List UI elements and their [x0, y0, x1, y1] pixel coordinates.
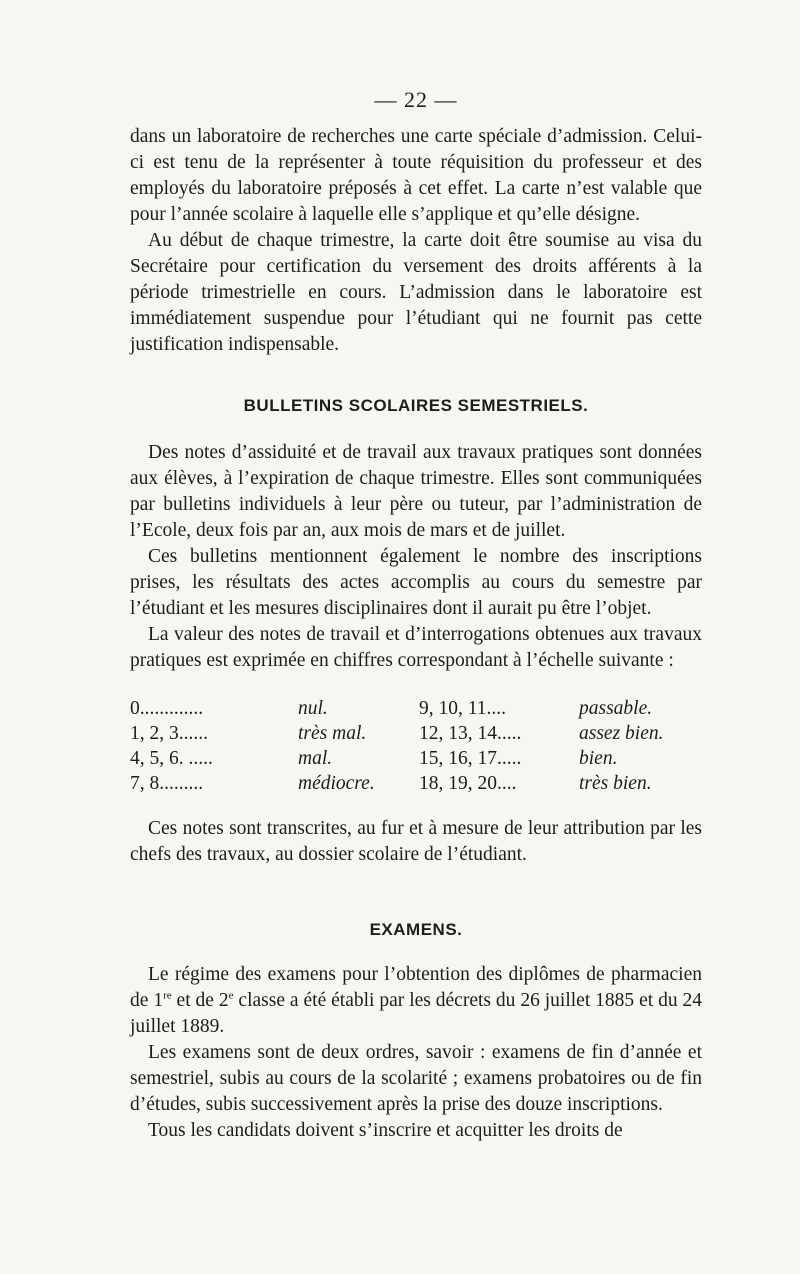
- paragraph-carte: dans un laboratoire de recherches une carte spéciale d’admission. Celui-ci est tenu de la représenter à toute réquisition du professeur et des employés du laboratoire préposés à cet effet. La carte n’est valable que pour l’année scolaire à laquelle elle s’applique et qu’elle désigne.: [130, 126, 702, 225]
- scale-label-right: bien.: [579, 748, 618, 769]
- scale-row: [130, 746, 702, 771]
- scale-label-right: passable.: [579, 698, 653, 719]
- grading-scale: [130, 696, 702, 796]
- scale-notes-left: 4, 5, 6. .....: [130, 748, 213, 769]
- scale-label-left: nul.: [298, 698, 328, 719]
- heading-bulletins: BULLETINS SCOLAIRES SEMESTRIELS.: [243, 396, 589, 415]
- scale-notes-right: 15, 16, 17.....: [419, 748, 522, 769]
- regime-sup-1: re: [163, 989, 172, 1002]
- regime-sup-2: e: [228, 989, 234, 1002]
- paragraph-trimestre: Au début de chaque trimestre, la carte doit être soumise au visa du Secrétaire pour certification du versement des droits afférents à la période trimestrielle en cours. L’admission dans le laboratoire est immédiatement suspendue pour l’étudiant qui ne fournit pas cette justification indispensable.: [130, 230, 702, 355]
- page-number: — 22 —: [374, 87, 458, 112]
- paragraph-regime: [130, 962, 702, 1040]
- scale-label-left: très mal.: [298, 723, 367, 744]
- paragraph-candidats: Tous les candidats doivent s’inscrire et acquitter les droits de: [148, 1120, 623, 1141]
- paragraph-valeur: La valeur des notes de travail et d’interrogations obtenues aux travaux pratiques est exprimée en chiffres correspondant à l’échelle suivante :: [130, 624, 702, 671]
- scale-row: [130, 696, 702, 721]
- scale-label-right: très bien.: [579, 773, 652, 794]
- paragraph-ordres: Les examens sont de deux ordres, savoir : examens de fin d’année et semestriel, subis au cours de la scolarité ; examens probatoires ou de fin d’études, subis successivement après la prise des douze inscriptions.: [130, 1042, 702, 1115]
- paragraph-bulletins: Ces bulletins mentionnent également le nombre des inscriptions prises, les résultats des actes accomplis au cours du semestre par l’étudiant et les mesures disciplinaires dont il aurait pu être l’objet.: [130, 546, 702, 619]
- scale-row: [130, 721, 702, 746]
- regime-text-c: classe a été établi par les décrets du 26 juillet 1885 et du 24 juillet 1889.: [130, 990, 702, 1037]
- scale-label-right: assez bien.: [579, 723, 664, 744]
- scale-label-left: mal.: [298, 748, 333, 769]
- scale-notes-right: 18, 19, 20....: [419, 773, 517, 794]
- scale-row: [130, 771, 702, 796]
- scale-notes-left: 0.............: [130, 698, 204, 719]
- scale-notes-right: 9, 10, 11....: [419, 698, 507, 719]
- paragraph-notes: Des notes d’assiduité et de travail aux travaux pratiques sont données aux élèves, à l’expiration de chaque trimestre. Elles sont communiquées par bulletins individuels à leur père ou tuteur, par l’administration de l’Ecole, deux fois par an, aux mois de mars et de juillet.: [130, 442, 702, 541]
- regime-text-a: Le régime des examens pour l’obtention des diplômes de pharmacien de 1: [130, 964, 702, 1011]
- scale-notes-left: 1, 2, 3......: [130, 723, 208, 744]
- scale-notes-right: 12, 13, 14.....: [419, 723, 522, 744]
- heading-examens: EXAMENS.: [369, 920, 463, 939]
- regime-text-b: et de 2: [171, 990, 229, 1011]
- paragraph-transcription: Ces notes sont transcrites, au fur et à mesure de leur attribution par les chefs des travaux, au dossier scolaire de l’étudiant.: [130, 818, 702, 865]
- scale-notes-left: 7, 8.........: [130, 773, 204, 794]
- scale-label-left: médiocre.: [298, 773, 375, 794]
